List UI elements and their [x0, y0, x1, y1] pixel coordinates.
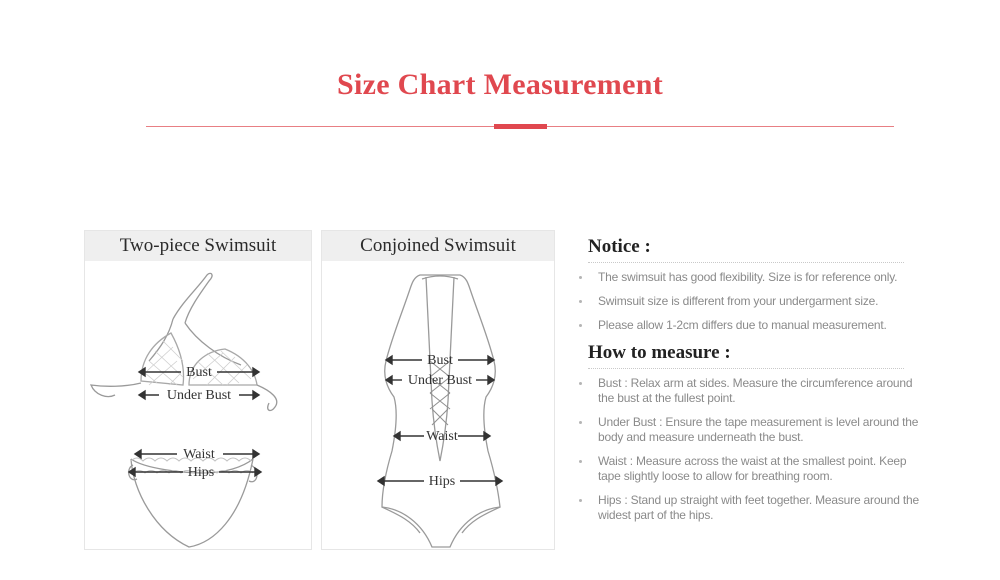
conjoined-hips-label: Hips [428, 474, 456, 489]
notice-title: Notice : [588, 236, 904, 263]
title-accent-bar [494, 124, 547, 129]
two-piece-title: Two-piece Swimsuit [85, 231, 311, 261]
conjoined-illustration [322, 261, 554, 549]
two-piece-bust-label: Bust [186, 365, 212, 380]
two-piece-illustration [85, 261, 311, 549]
notice-item: The swimsuit has good flexibility. Size is for reference only. [588, 270, 928, 285]
notice-item: Please allow 1-2cm differs due to manual measurement. [588, 318, 928, 333]
two-piece-under-bust-label: Under Bust [166, 388, 232, 403]
two-piece-panel [84, 230, 312, 550]
conjoined-bust-label: Bust [427, 353, 453, 368]
how-to-measure-list [588, 376, 928, 523]
notice-item: Swimsuit size is different from your undergarment size. [588, 294, 928, 309]
how-to-item-under-bust: Under Bust : Ensure the tape measurement is level around the body and measure underneath the bust. [588, 415, 928, 445]
conjoined-under-bust-label: Under Bust [407, 373, 473, 388]
two-piece-waist-label: Waist [183, 447, 215, 462]
how-to-item-waist: Waist : Measure across the waist at the smallest point. Keep tape slightly loose to allow for breathing room. [588, 454, 928, 484]
notice-list [588, 270, 928, 333]
conjoined-title: Conjoined Swimsuit [322, 231, 554, 261]
two-piece-hips-label: Hips [187, 465, 215, 480]
page-title: Size Chart Measurement [337, 68, 663, 101]
conjoined-panel [321, 230, 555, 550]
how-to-item-bust: Bust : Relax arm at sides. Measure the circumference around the bust at the fullest point. [588, 376, 928, 406]
how-to-item-hips: Hips : Stand up straight with feet together. Measure around the widest part of the hips. [588, 493, 928, 523]
measurement-notes [588, 236, 928, 532]
conjoined-waist-label: Waist [426, 429, 458, 444]
how-to-measure-title: How to measure : [588, 342, 904, 369]
